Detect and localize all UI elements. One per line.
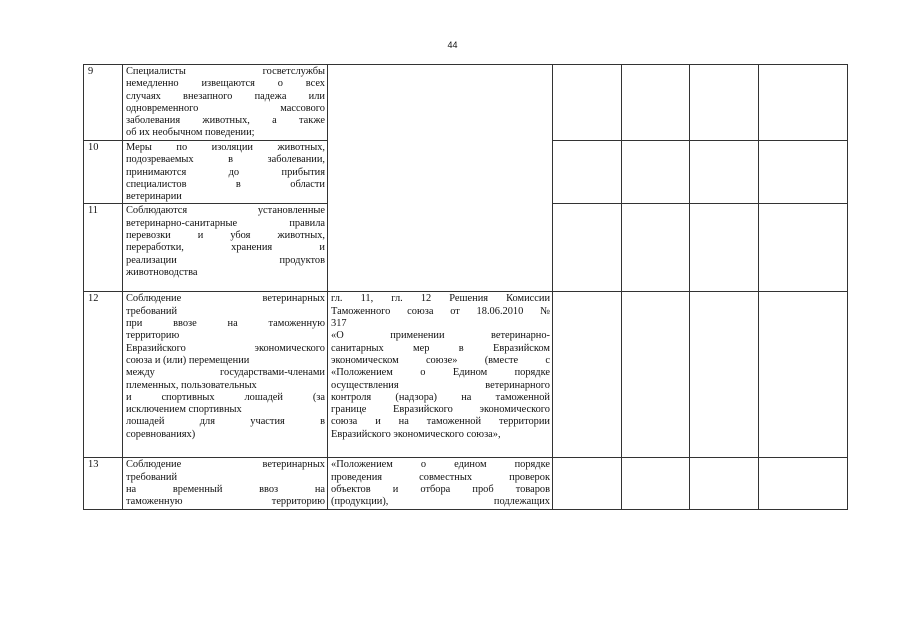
requirement-line: специалистов в области bbox=[126, 178, 325, 190]
empty-cell bbox=[759, 458, 848, 509]
empty-cell bbox=[690, 65, 759, 141]
requirement-line: реализации продуктов bbox=[126, 254, 325, 266]
requirement-line: Соблюдение ветеринарных bbox=[126, 459, 325, 471]
requirement-line: принимаются до прибытия bbox=[126, 166, 325, 178]
requirement-line: ветеринарии bbox=[126, 191, 182, 203]
reference-cell bbox=[328, 458, 553, 509]
table-row bbox=[84, 458, 848, 509]
empty-cell bbox=[622, 292, 690, 458]
requirement-line: при ввозе на таможенную bbox=[126, 318, 325, 330]
reference-line: «О применении ветеринарно- bbox=[331, 330, 550, 342]
requirement-line: одновременного массового bbox=[126, 102, 325, 114]
reference-line: союза и на таможенной территории bbox=[331, 416, 550, 428]
requirement-line: таможенную территорию bbox=[126, 496, 325, 508]
requirement-line: территорию bbox=[126, 330, 180, 342]
empty-cell bbox=[759, 292, 848, 458]
requirement-line: требований bbox=[126, 305, 178, 317]
requirement-line: Специалисты госветслужбы bbox=[126, 66, 325, 77]
requirement-line: переработки, хранения и bbox=[126, 242, 325, 254]
checklist-table bbox=[83, 64, 848, 510]
requirement-line: немедленно извещаются о всех bbox=[126, 78, 325, 90]
requirement-line: Соблюдаются установленные bbox=[126, 205, 325, 217]
empty-cell bbox=[622, 458, 690, 509]
requirement-line: лошадей для участия в bbox=[126, 416, 325, 428]
empty-cell bbox=[690, 204, 759, 292]
empty-cell bbox=[690, 141, 759, 204]
requirement-line: союза и (или) перемещении bbox=[126, 354, 250, 366]
requirement-cell bbox=[123, 204, 328, 292]
row-number: 9 bbox=[84, 65, 123, 141]
requirement-line: ветеринарно-санитарные правила bbox=[126, 217, 325, 229]
reference-line: «Положением о Едином порядке bbox=[331, 367, 550, 379]
reference-line: осуществления ветеринарного bbox=[331, 379, 550, 391]
empty-cell bbox=[553, 65, 622, 141]
empty-cell bbox=[690, 458, 759, 509]
requirement-cell bbox=[123, 141, 328, 204]
empty-cell bbox=[622, 204, 690, 292]
reference-line: границе Евразийского экономического bbox=[331, 404, 550, 416]
requirement-line: об их необычном поведении; bbox=[126, 127, 255, 139]
requirement-line: исключением спортивных bbox=[126, 404, 242, 416]
requirement-line: животноводства bbox=[126, 266, 198, 278]
empty-cell bbox=[759, 141, 848, 204]
empty-cell bbox=[690, 292, 759, 458]
page-number: 44 bbox=[447, 40, 458, 50]
reference-line: 317 bbox=[331, 318, 347, 330]
reference-line: Евразийского экономического союза», bbox=[331, 428, 501, 440]
requirement-cell bbox=[123, 458, 328, 509]
table-row bbox=[84, 292, 848, 458]
requirement-cell bbox=[123, 292, 328, 458]
requirement-line: между государствами-членами bbox=[126, 367, 325, 379]
reference-line: «Положением о едином порядке bbox=[331, 459, 550, 471]
requirement-line: Соблюдение ветеринарных bbox=[126, 293, 325, 305]
requirement-line: племенных, пользовательных bbox=[126, 379, 257, 391]
reference-line: Таможенного союза от 18.06.2010 № bbox=[331, 305, 550, 317]
empty-cell bbox=[553, 458, 622, 509]
row-number: 12 bbox=[84, 292, 123, 458]
empty-cell bbox=[553, 204, 622, 292]
table-row bbox=[84, 65, 848, 141]
reference-line: контроля (надзора) на таможенной bbox=[331, 391, 550, 403]
row-number: 10 bbox=[84, 141, 123, 204]
requirement-line: подозреваемых в заболевании, bbox=[126, 154, 325, 166]
empty-cell bbox=[622, 141, 690, 204]
reference-line: экономическом союзе» (вместе с bbox=[331, 354, 550, 366]
requirement-line: на временный ввоз на bbox=[126, 484, 325, 496]
requirement-line: и спортивных лошадей (за bbox=[126, 391, 325, 403]
requirement-line: Евразийского экономического bbox=[126, 342, 325, 354]
row-number: 13 bbox=[84, 458, 123, 509]
reference-line: объектов и отбора проб товаров bbox=[331, 484, 550, 496]
requirement-line: соревнованиях) bbox=[126, 428, 196, 440]
requirement-line: Меры по изоляции животных, bbox=[126, 142, 325, 153]
reference-line: проведения совместных проверок bbox=[331, 471, 550, 483]
requirement-line: перевозки и убоя животных, bbox=[126, 230, 325, 242]
reference-line: гл. 11, гл. 12 Решения Комиссии bbox=[331, 293, 550, 305]
empty-cell bbox=[622, 65, 690, 141]
requirement-line: требований bbox=[126, 471, 178, 483]
empty-cell bbox=[553, 141, 622, 204]
reference-line: санитарных мер в Евразийском bbox=[331, 342, 550, 354]
reference-cell bbox=[328, 65, 553, 292]
row-number: 11 bbox=[84, 204, 123, 292]
empty-cell bbox=[759, 204, 848, 292]
reference-cell bbox=[328, 292, 553, 458]
requirement-line: заболевания животных, а также bbox=[126, 115, 325, 127]
reference-line: (продукции), подлежащих bbox=[331, 496, 550, 508]
empty-cell bbox=[553, 292, 622, 458]
requirement-line: случаях внезапного падежа или bbox=[126, 90, 325, 102]
requirement-cell bbox=[123, 65, 328, 141]
empty-cell bbox=[759, 65, 848, 141]
